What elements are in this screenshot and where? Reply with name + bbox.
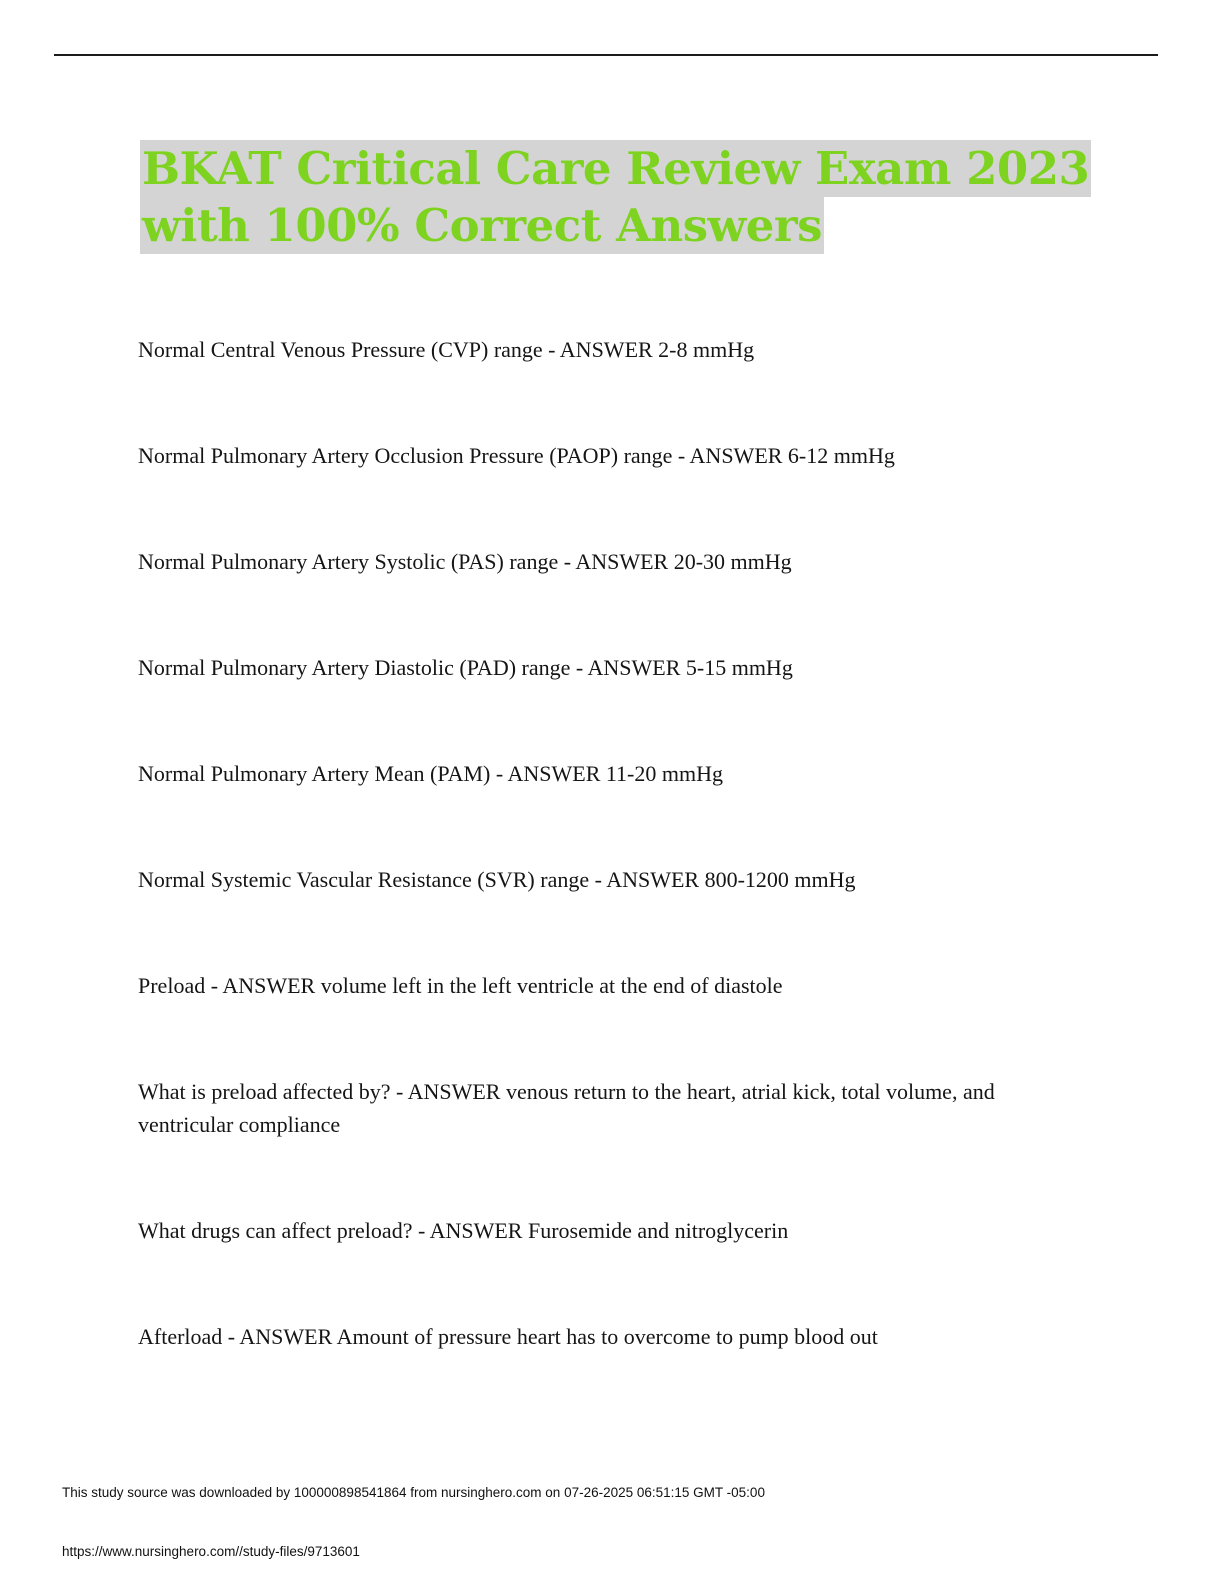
title-line-2: with 100% Correct Answers: [142, 199, 822, 252]
qa-item: Normal Pulmonary Artery Diastolic (PAD) range - ANSWER 5-15 mmHg: [138, 655, 793, 680]
title-line-1: BKAT Critical Care Review Exam 2023: [142, 142, 1090, 195]
qa-item: Normal Pulmonary Artery Occlusion Pressure (PAOP) range - ANSWER 6-12 mmHg: [138, 443, 895, 468]
qa-item: Normal Pulmonary Artery Systolic (PAS) range - ANSWER 20-30 mmHg: [138, 549, 792, 574]
top-divider: [54, 54, 1158, 56]
qa-item: Normal Pulmonary Artery Mean (PAM) - ANSWER 11-20 mmHg: [138, 761, 723, 786]
qa-item: Normal Central Venous Pressure (CVP) range - ANSWER 2-8 mmHg: [138, 337, 755, 362]
download-source-notice: This study source was downloaded by 100000898541864 from nursinghero.com on 07-26-2025 06:51:15 GMT -05:00: [62, 1485, 765, 1500]
qa-item: What is preload affected by? - ANSWER venous return to the heart, atrial kick, total volume, and ventricular compliance: [138, 1079, 995, 1137]
study-file-url[interactable]: https://www.nursinghero.com//study-files/9713601: [62, 1544, 360, 1559]
qa-item: Afterload - ANSWER Amount of pressure heart has to overcome to pump blood out: [138, 1324, 878, 1349]
qa-item: Preload - ANSWER volume left in the left ventricle at the end of diastole: [138, 973, 783, 998]
qa-list: [138, 333, 1038, 1353]
qa-item: What drugs can affect preload? - ANSWER Furosemide and nitroglycerin: [138, 1218, 789, 1243]
document-title: [140, 140, 1090, 254]
qa-item: Normal Systemic Vascular Resistance (SVR) range - ANSWER 800-1200 mmHg: [138, 867, 856, 892]
